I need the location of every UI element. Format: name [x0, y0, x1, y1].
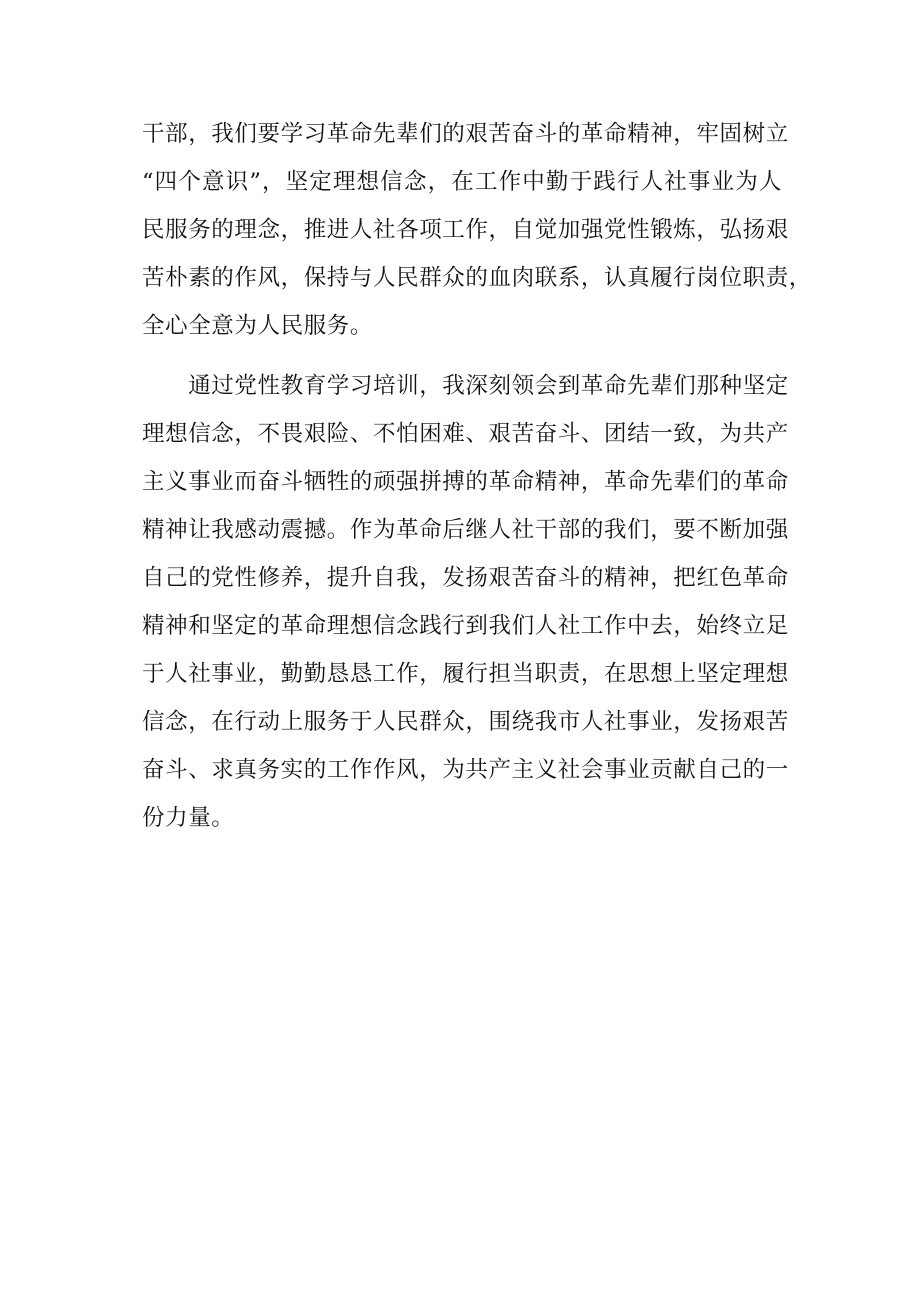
text-line: 于人社事业，勤勤恳恳工作，履行担当职责，在思想上坚定理想: [142, 661, 789, 687]
text-line: 通过党性教育学习培训，我深刻领会到革命先辈们那种坚定: [142, 373, 789, 399]
text-line: “四个意识”，坚定理想信念，在工作中勤于践行人社事业为人: [142, 169, 782, 195]
paragraph-1: [142, 110, 812, 350]
document-body: [142, 110, 812, 842]
text-line: 理想信念，不畏艰险、不怕困难、艰苦奋斗、团结一致，为共产: [142, 421, 789, 447]
text-line: 苦朴素的作风，保持与人民群众的血肉联系，认真履行岗位职责，: [142, 265, 812, 291]
text-line: 份力量。: [142, 805, 235, 831]
text-line: 精神让我感动震撼。作为革命后继人社干部的我们，要不断加强: [142, 517, 789, 543]
text-line: 自己的党性修养，提升自我，发扬艰苦奋斗的精神，把红色革命: [142, 565, 789, 591]
text-line: 精神和坚定的革命理想信念践行到我们人社工作中去，始终立足: [142, 613, 789, 639]
paragraph-spacing: [142, 350, 782, 362]
text-line: 干部，我们要学习革命先辈们的艰苦奋斗的革命精神，牢固树立: [142, 121, 789, 147]
paragraph-2: [142, 362, 789, 842]
text-line: 奋斗、求真务实的工作作风，为共产主义社会事业贡献自己的一: [142, 757, 789, 783]
text-line: 主义事业而奋斗牺牲的顽强拼搏的革命精神，革命先辈们的革命: [142, 469, 789, 495]
text-line: 信念，在行动上服务于人民群众，围绕我市人社事业，发扬艰苦: [142, 709, 789, 735]
text-line: 民服务的理念，推进人社各项工作，自觉加强党性锻炼，弘扬艰: [142, 217, 789, 243]
text-line: 全心全意为人民服务。: [142, 313, 374, 339]
